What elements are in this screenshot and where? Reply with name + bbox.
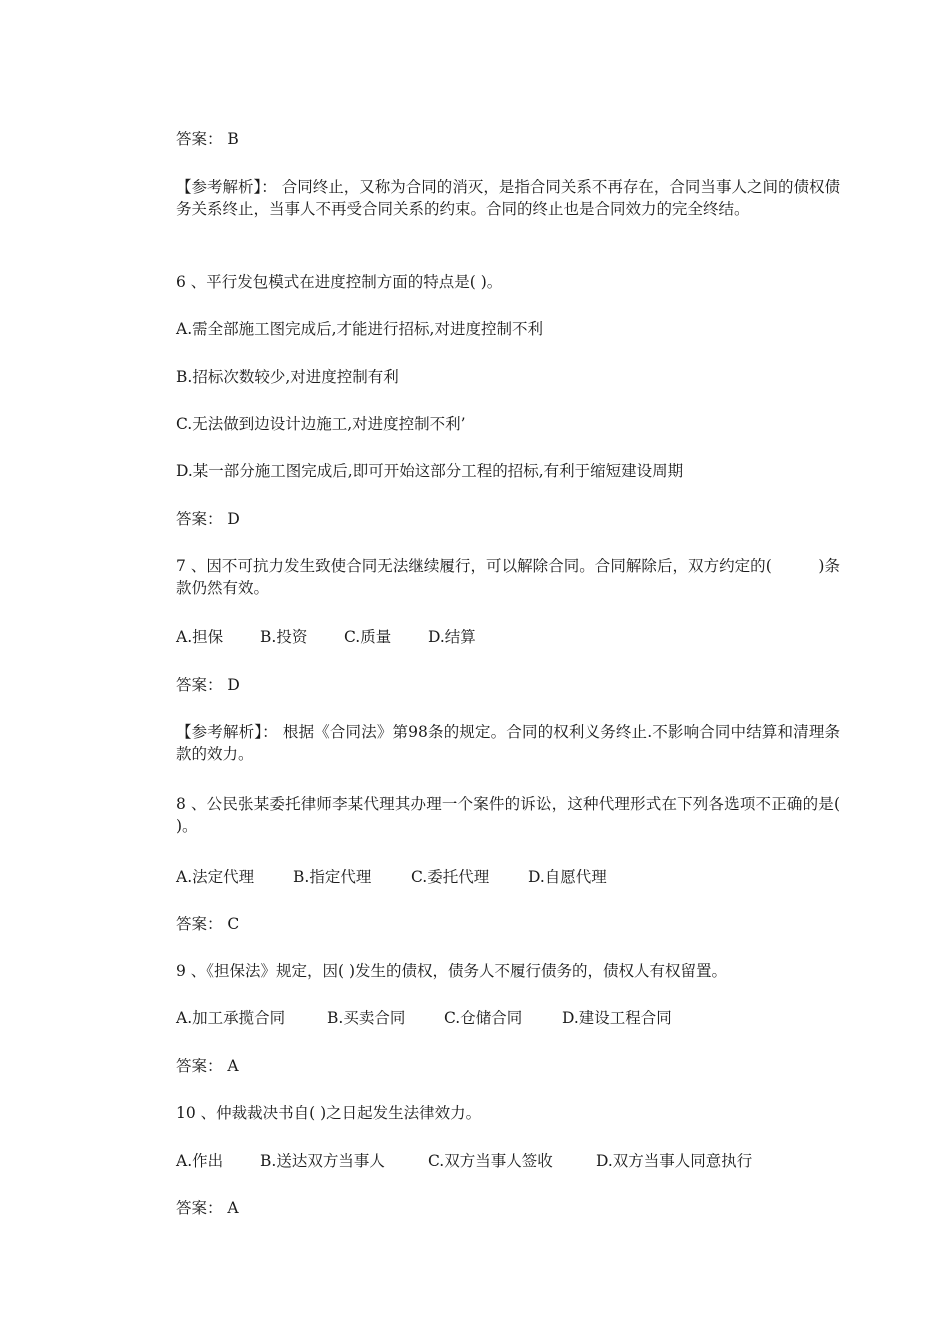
question-8-option-a: A.法定代理	[176, 868, 255, 886]
question-8-option-d: D.自愿代理	[528, 868, 607, 886]
question-6-option-b: B.招标次数较少,对进度控制有利	[176, 368, 399, 386]
analysis-7: 【参考解析】： 根据《合同法》第98条的规定。合同的权利义务终止.不影响合同中结算和清理条款的效力。	[176, 723, 840, 763]
question-10-option-c: C.双方当事人签收	[428, 1152, 553, 1170]
answer-8: 答案： C	[176, 915, 240, 933]
question-8-option-c: C.委托代理	[411, 868, 490, 886]
question-9: 9 、《担保法》规定，因( )发生的债权，债务人不履行债务的，债权人有权留置。	[176, 962, 728, 980]
question-7-option-d: D.结算	[428, 628, 476, 646]
question-8: 8 、公民张某委托律师李某代理其办理一个案件的诉讼，这种代理形式在下列各选项不正确的是( )。	[176, 795, 840, 835]
question-6: 6 、平行发包模式在进度控制方面的特点是( )。	[176, 273, 503, 291]
question-8-options	[144, 866, 840, 888]
question-7: 7 、因不可抗力发生致使合同无法继续履行，可以解除合同。合同解除后，双方约定的( )条款仍然有效。	[176, 557, 840, 597]
answer-9: 答案： A	[176, 1057, 239, 1075]
question-9-option-d: D.建设工程合同	[562, 1009, 672, 1027]
question-9-options	[144, 1007, 840, 1029]
question-10-options	[144, 1150, 840, 1172]
question-6-option-c: C.无法做到边设计边施工,对进度控制不利’	[176, 415, 466, 433]
question-10-option-a: A.作出	[176, 1152, 224, 1170]
question-7-option-b: B.投资	[260, 628, 308, 646]
answer-5: 答案： B	[176, 130, 239, 148]
question-7-options	[144, 626, 840, 648]
question-10-option-b: B.送达双方当事人	[260, 1152, 385, 1170]
question-10: 10 、仲裁裁决书自( )之日起发生法律效力。	[176, 1104, 482, 1122]
question-6-option-a: A.需全部施工图完成后,才能进行招标,对进度控制不利	[176, 320, 543, 338]
question-8-option-b: B.指定代理	[293, 868, 372, 886]
question-9-option-a: A.加工承揽合同	[176, 1009, 286, 1027]
analysis-5: 【参考解析】： 合同终止，又称为合同的消灭，是指合同关系不再存在，合同当事人之间的债权债务关系终止，当事人不再受合同关系的约束。合同的终止也是合同效力的完全终结。	[176, 178, 840, 218]
question-9-option-c: C.仓储合同	[444, 1009, 523, 1027]
question-7-option-c: C.质量	[344, 628, 392, 646]
question-6-option-d: D.某一部分施工图完成后,即可开始这部分工程的招标,有利于缩短建设周期	[176, 462, 684, 480]
answer-6: 答案： D	[176, 510, 240, 528]
answer-7: 答案： D	[176, 676, 240, 694]
question-9-option-b: B.买卖合同	[327, 1009, 406, 1027]
answer-10: 答案： A	[176, 1199, 239, 1217]
question-10-option-d: D.双方当事人同意执行	[596, 1152, 753, 1170]
question-7-option-a: A.担保	[176, 628, 224, 646]
